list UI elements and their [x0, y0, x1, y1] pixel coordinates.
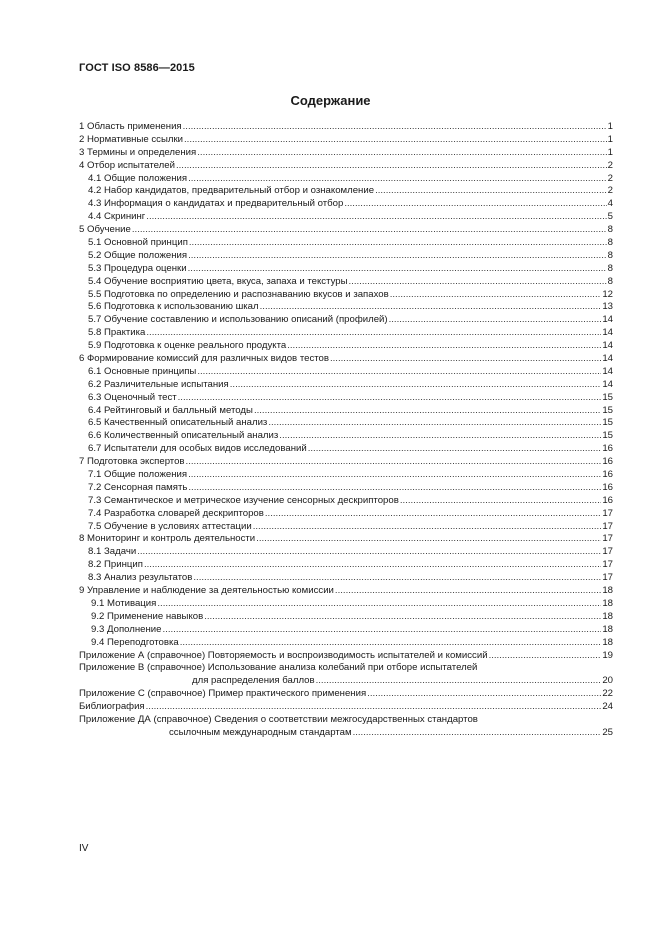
toc-page-number: 14 — [602, 327, 613, 339]
dot-leader — [197, 366, 601, 379]
dot-leader — [157, 598, 601, 611]
dot-leader — [183, 121, 607, 134]
toc-entry-label: 5.3 Процедура оценки — [88, 262, 187, 274]
toc-entry[interactable] — [79, 611, 613, 624]
toc-entry-label: 9.1 Мотивация — [91, 597, 157, 609]
dot-leader — [178, 392, 602, 405]
toc-entry-label: 7 Подготовка экспертов — [79, 456, 185, 468]
toc-entry-label: 8.2 Принцип — [88, 559, 143, 571]
toc-entry[interactable] — [79, 173, 613, 186]
dot-leader — [132, 224, 607, 237]
toc-entry-bibliography[interactable] — [79, 701, 613, 714]
toc-entry[interactable] — [79, 185, 613, 198]
toc-entry[interactable] — [79, 237, 613, 250]
toc-entry[interactable] — [79, 134, 613, 147]
toc-entry-label: 8 Мониторинг и контроль деятельности — [79, 533, 256, 545]
dot-leader — [260, 301, 602, 314]
dot-leader — [146, 211, 606, 224]
toc-page-number: 16 — [602, 481, 613, 493]
toc-entry-label: 6.7 Испытатели для особых видов исследований — [88, 443, 307, 455]
dot-leader — [353, 727, 602, 740]
toc-entry[interactable] — [79, 417, 613, 430]
toc-entry[interactable] — [79, 276, 613, 289]
toc-page-number: 8 — [607, 249, 613, 261]
toc-page-number: 17 — [602, 533, 613, 545]
toc-entry-label: 7.4 Разработка словарей дескрипторов — [88, 507, 264, 519]
dot-leader — [188, 469, 601, 482]
toc-entry-label: 6.4 Рейтинговый и балльный методы — [88, 404, 253, 416]
toc-entry-label: 5 Обучение — [79, 224, 131, 236]
toc-page-number: 5 — [607, 211, 613, 223]
dot-leader — [144, 559, 601, 572]
toc-page-number: 12 — [602, 288, 613, 300]
toc-entry[interactable] — [79, 366, 613, 379]
toc-page-number: 2 — [607, 172, 613, 184]
toc-entry-appendix-da[interactable] — [79, 714, 613, 740]
dot-leader — [316, 675, 602, 688]
toc-entry[interactable] — [79, 289, 613, 302]
dot-leader — [254, 405, 601, 418]
toc-entry[interactable] — [79, 572, 613, 585]
toc-page-number: 18 — [602, 623, 613, 635]
toc-page-number: 18 — [602, 636, 613, 648]
dot-leader — [230, 379, 602, 392]
toc-page-number: 17 — [602, 572, 613, 584]
dot-leader — [349, 276, 607, 289]
toc-page-number: 19 — [602, 649, 613, 661]
toc-page-number: 25 — [602, 726, 613, 738]
toc-entry[interactable] — [79, 224, 613, 237]
toc-entry-label: 5.5 Подготовка по определению и распознаванию вкусов и запахов — [88, 288, 389, 300]
toc-page-number: 14 — [602, 340, 613, 352]
toc-entries — [79, 121, 613, 662]
toc-page-number: 17 — [602, 559, 613, 571]
toc-page-number: 14 — [602, 314, 613, 326]
toc-entry-label: 5.6 Подготовка к использованию шкал — [88, 301, 259, 313]
toc-page-number: 8 — [607, 224, 613, 236]
toc-entry-label-continued: ссылочным международным стандартам — [169, 726, 352, 738]
toc-page-number: 13 — [602, 301, 613, 313]
dot-leader — [184, 134, 607, 147]
dot-leader — [256, 533, 601, 546]
toc-page-number: 18 — [602, 597, 613, 609]
toc-page-number: 8 — [607, 262, 613, 274]
toc-page-number: 16 — [602, 456, 613, 468]
toc-entry-label: 8.3 Анализ результатов — [88, 572, 193, 584]
toc-entry-label: 6.5 Качественный описательный анализ — [88, 417, 268, 429]
dot-leader — [163, 624, 602, 637]
toc-entry-label: 6.6 Количественный описательный анализ — [88, 430, 279, 442]
toc-entry-label: 6.1 Основные принципы — [88, 365, 197, 377]
toc-page-number: 16 — [602, 469, 613, 481]
page-number-footer: IV — [79, 843, 89, 854]
toc-page-number: 1 — [607, 146, 613, 158]
toc-entry-label: 7.5 Обучение в условиях аттестации — [88, 520, 252, 532]
toc-entry[interactable] — [79, 650, 613, 663]
toc-entry[interactable] — [79, 160, 613, 173]
toc-page-number: 24 — [602, 701, 613, 713]
toc-page-number: 17 — [602, 507, 613, 519]
dot-leader — [367, 688, 601, 701]
dot-leader — [265, 508, 601, 521]
toc-entry[interactable] — [79, 211, 613, 224]
dot-leader — [189, 237, 607, 250]
toc-page-number: 17 — [602, 520, 613, 532]
toc-entry[interactable] — [79, 521, 613, 534]
toc-entry-label: 7.1 Общие положения — [88, 469, 188, 481]
toc-page-number: 14 — [602, 378, 613, 390]
toc-entry[interactable] — [79, 585, 613, 598]
toc-entry[interactable] — [79, 624, 613, 637]
toc-entry-label: 3 Термины и определения — [79, 146, 197, 158]
toc-entry[interactable] — [79, 508, 613, 521]
toc-entry-label: Приложение А (справочное) Повторяемость и воспроизводимость испытателей и комиссий — [79, 649, 488, 661]
toc-entry[interactable] — [79, 456, 613, 469]
toc-page-number: 17 — [602, 546, 613, 558]
toc-entry[interactable] — [79, 482, 613, 495]
toc-entry-label: 5.8 Практика — [88, 327, 146, 339]
toc-entry[interactable] — [79, 340, 613, 353]
dot-leader — [308, 443, 602, 456]
toc-entry[interactable] — [79, 392, 613, 405]
toc-entry[interactable] — [79, 353, 613, 366]
dot-leader — [287, 340, 601, 353]
toc-entry[interactable] — [79, 534, 613, 547]
toc-page-number: 2 — [607, 185, 613, 197]
toc-page-number: 1 — [607, 120, 613, 132]
dot-leader — [146, 327, 601, 340]
toc-page-number: 20 — [602, 675, 613, 687]
toc-page-number: 22 — [602, 688, 613, 700]
toc-entry-label: Приложение В (справочное) Использование анализа колебаний при отборе испытателей — [79, 662, 478, 674]
toc-entry[interactable] — [79, 469, 613, 482]
toc-entry[interactable] — [79, 314, 613, 327]
dot-leader — [330, 353, 601, 366]
toc-entry-label: 4.4 Скрининг — [88, 211, 146, 223]
toc-entry-label: 7.3 Семантическое и метрическое изучение сенсорных дескрипторов — [88, 494, 399, 506]
toc-entry[interactable] — [79, 327, 613, 340]
dot-leader — [146, 701, 602, 714]
toc-entry[interactable] — [79, 405, 613, 418]
dot-leader — [180, 637, 602, 650]
dot-leader — [188, 263, 607, 276]
toc-page-number: 8 — [607, 275, 613, 287]
toc-page-number: 18 — [602, 610, 613, 622]
toc-entry-label: 4.1 Общие положения — [88, 172, 188, 184]
toc-entry[interactable] — [79, 379, 613, 392]
toc-entry-label: 4 Отбор испытателей — [79, 159, 175, 171]
toc-entry-label: 6.2 Различительные испытания — [88, 378, 229, 390]
toc-entry[interactable] — [79, 559, 613, 572]
toc-page-number: 15 — [602, 404, 613, 416]
toc-page-number: 14 — [602, 353, 613, 365]
dot-leader — [389, 314, 602, 327]
toc-page-number: 15 — [602, 391, 613, 403]
toc-entry[interactable] — [79, 198, 613, 211]
dot-leader — [335, 585, 601, 598]
toc-entry-label: Библиография — [79, 701, 145, 713]
toc-page-number: 15 — [602, 417, 613, 429]
toc-entry[interactable] — [79, 443, 613, 456]
toc-entry[interactable] — [79, 430, 613, 443]
toc-entry-label: 5.4 Обучение восприятию цвета, вкуса, запаха и текстуры — [88, 275, 348, 287]
toc-entry[interactable] — [79, 147, 613, 160]
dot-leader — [253, 521, 602, 534]
toc-entry-label: Приложение С (справочное) Пример практического применения — [79, 688, 367, 700]
dot-leader — [193, 572, 601, 585]
toc-entry[interactable] — [79, 495, 613, 508]
document-code: ГОСТ ISO 8586—2015 — [79, 62, 195, 74]
toc-page-number: 15 — [602, 430, 613, 442]
toc-page-number: 8 — [607, 237, 613, 248]
dot-leader — [197, 147, 606, 160]
toc-entry-appendix-b[interactable] — [79, 662, 613, 688]
toc-entry-label: 1 Область применения — [79, 120, 182, 132]
toc-page-number: 1 — [607, 133, 613, 145]
dot-leader — [188, 482, 601, 495]
toc-entry-label: 9.2 Применение навыков — [91, 610, 204, 622]
dot-leader — [204, 611, 601, 624]
dot-leader — [400, 495, 602, 508]
dot-leader — [279, 430, 601, 443]
toc-entry[interactable] — [79, 263, 613, 276]
toc-entry-label: Приложение ДА (справочное) Сведения о соответствии межгосударственных стандартов — [79, 713, 478, 725]
table-of-contents — [79, 121, 613, 740]
toc-entry-label: 9.4 Переподготовка — [91, 636, 179, 648]
toc-entry-label-continued: для распределения баллов — [192, 675, 315, 687]
toc-entry[interactable] — [79, 250, 613, 263]
toc-entry-label: 6 Формирование комиссий для различных видов тестов — [79, 353, 329, 365]
dot-leader — [176, 160, 607, 173]
toc-page-number: 18 — [602, 585, 613, 597]
toc-entry-label: 5.1 Основной принцип — [88, 237, 188, 248]
toc-entry-label: 5.9 Подготовка к оценке реального продукта — [88, 340, 287, 352]
toc-page-number: 2 — [607, 159, 613, 171]
toc-page-number: 16 — [602, 494, 613, 506]
toc-entry-label: 7.2 Сенсорная память — [88, 481, 188, 493]
toc-entry[interactable] — [79, 598, 613, 611]
toc-entry-label: 5.2 Общие положения — [88, 249, 188, 261]
toc-title: Содержание — [290, 93, 371, 108]
toc-entry-label: 4.2 Набор кандидатов, предварительный отбор и ознакомление — [88, 185, 375, 197]
dot-leader — [489, 650, 602, 663]
toc-entry[interactable] — [79, 546, 613, 559]
dot-leader — [268, 417, 601, 430]
toc-entry[interactable] — [79, 637, 613, 650]
toc-page-number: 14 — [602, 365, 613, 377]
toc-entry[interactable] — [79, 121, 613, 134]
toc-entry-appendix-c[interactable] — [79, 688, 613, 701]
dot-leader — [344, 198, 606, 211]
toc-entry-label: 4.3 Информация о кандидатах и предварительный отбор — [88, 198, 344, 210]
dot-leader — [390, 289, 602, 302]
toc-entry-label: 6.3 Оценочный тест — [88, 391, 177, 403]
toc-entry-label: 2 Нормативные ссылки — [79, 133, 184, 145]
dot-leader — [188, 250, 607, 263]
toc-entry[interactable] — [79, 301, 613, 314]
toc-page-number: 16 — [602, 443, 613, 455]
toc-page-number: 4 — [607, 198, 613, 210]
dot-leader — [375, 185, 607, 198]
dot-leader — [137, 546, 601, 559]
dot-leader — [186, 456, 602, 469]
toc-entry-label: 9.3 Дополнение — [91, 623, 162, 635]
toc-entry-label: 8.1 Задачи — [88, 546, 137, 558]
dot-leader — [188, 173, 607, 186]
toc-entry-label: 9 Управление и наблюдение за деятельностью комиссии — [79, 585, 334, 597]
toc-entry-label: 5.7 Обучение составлению и использованию описаний (профилей) — [88, 314, 388, 326]
